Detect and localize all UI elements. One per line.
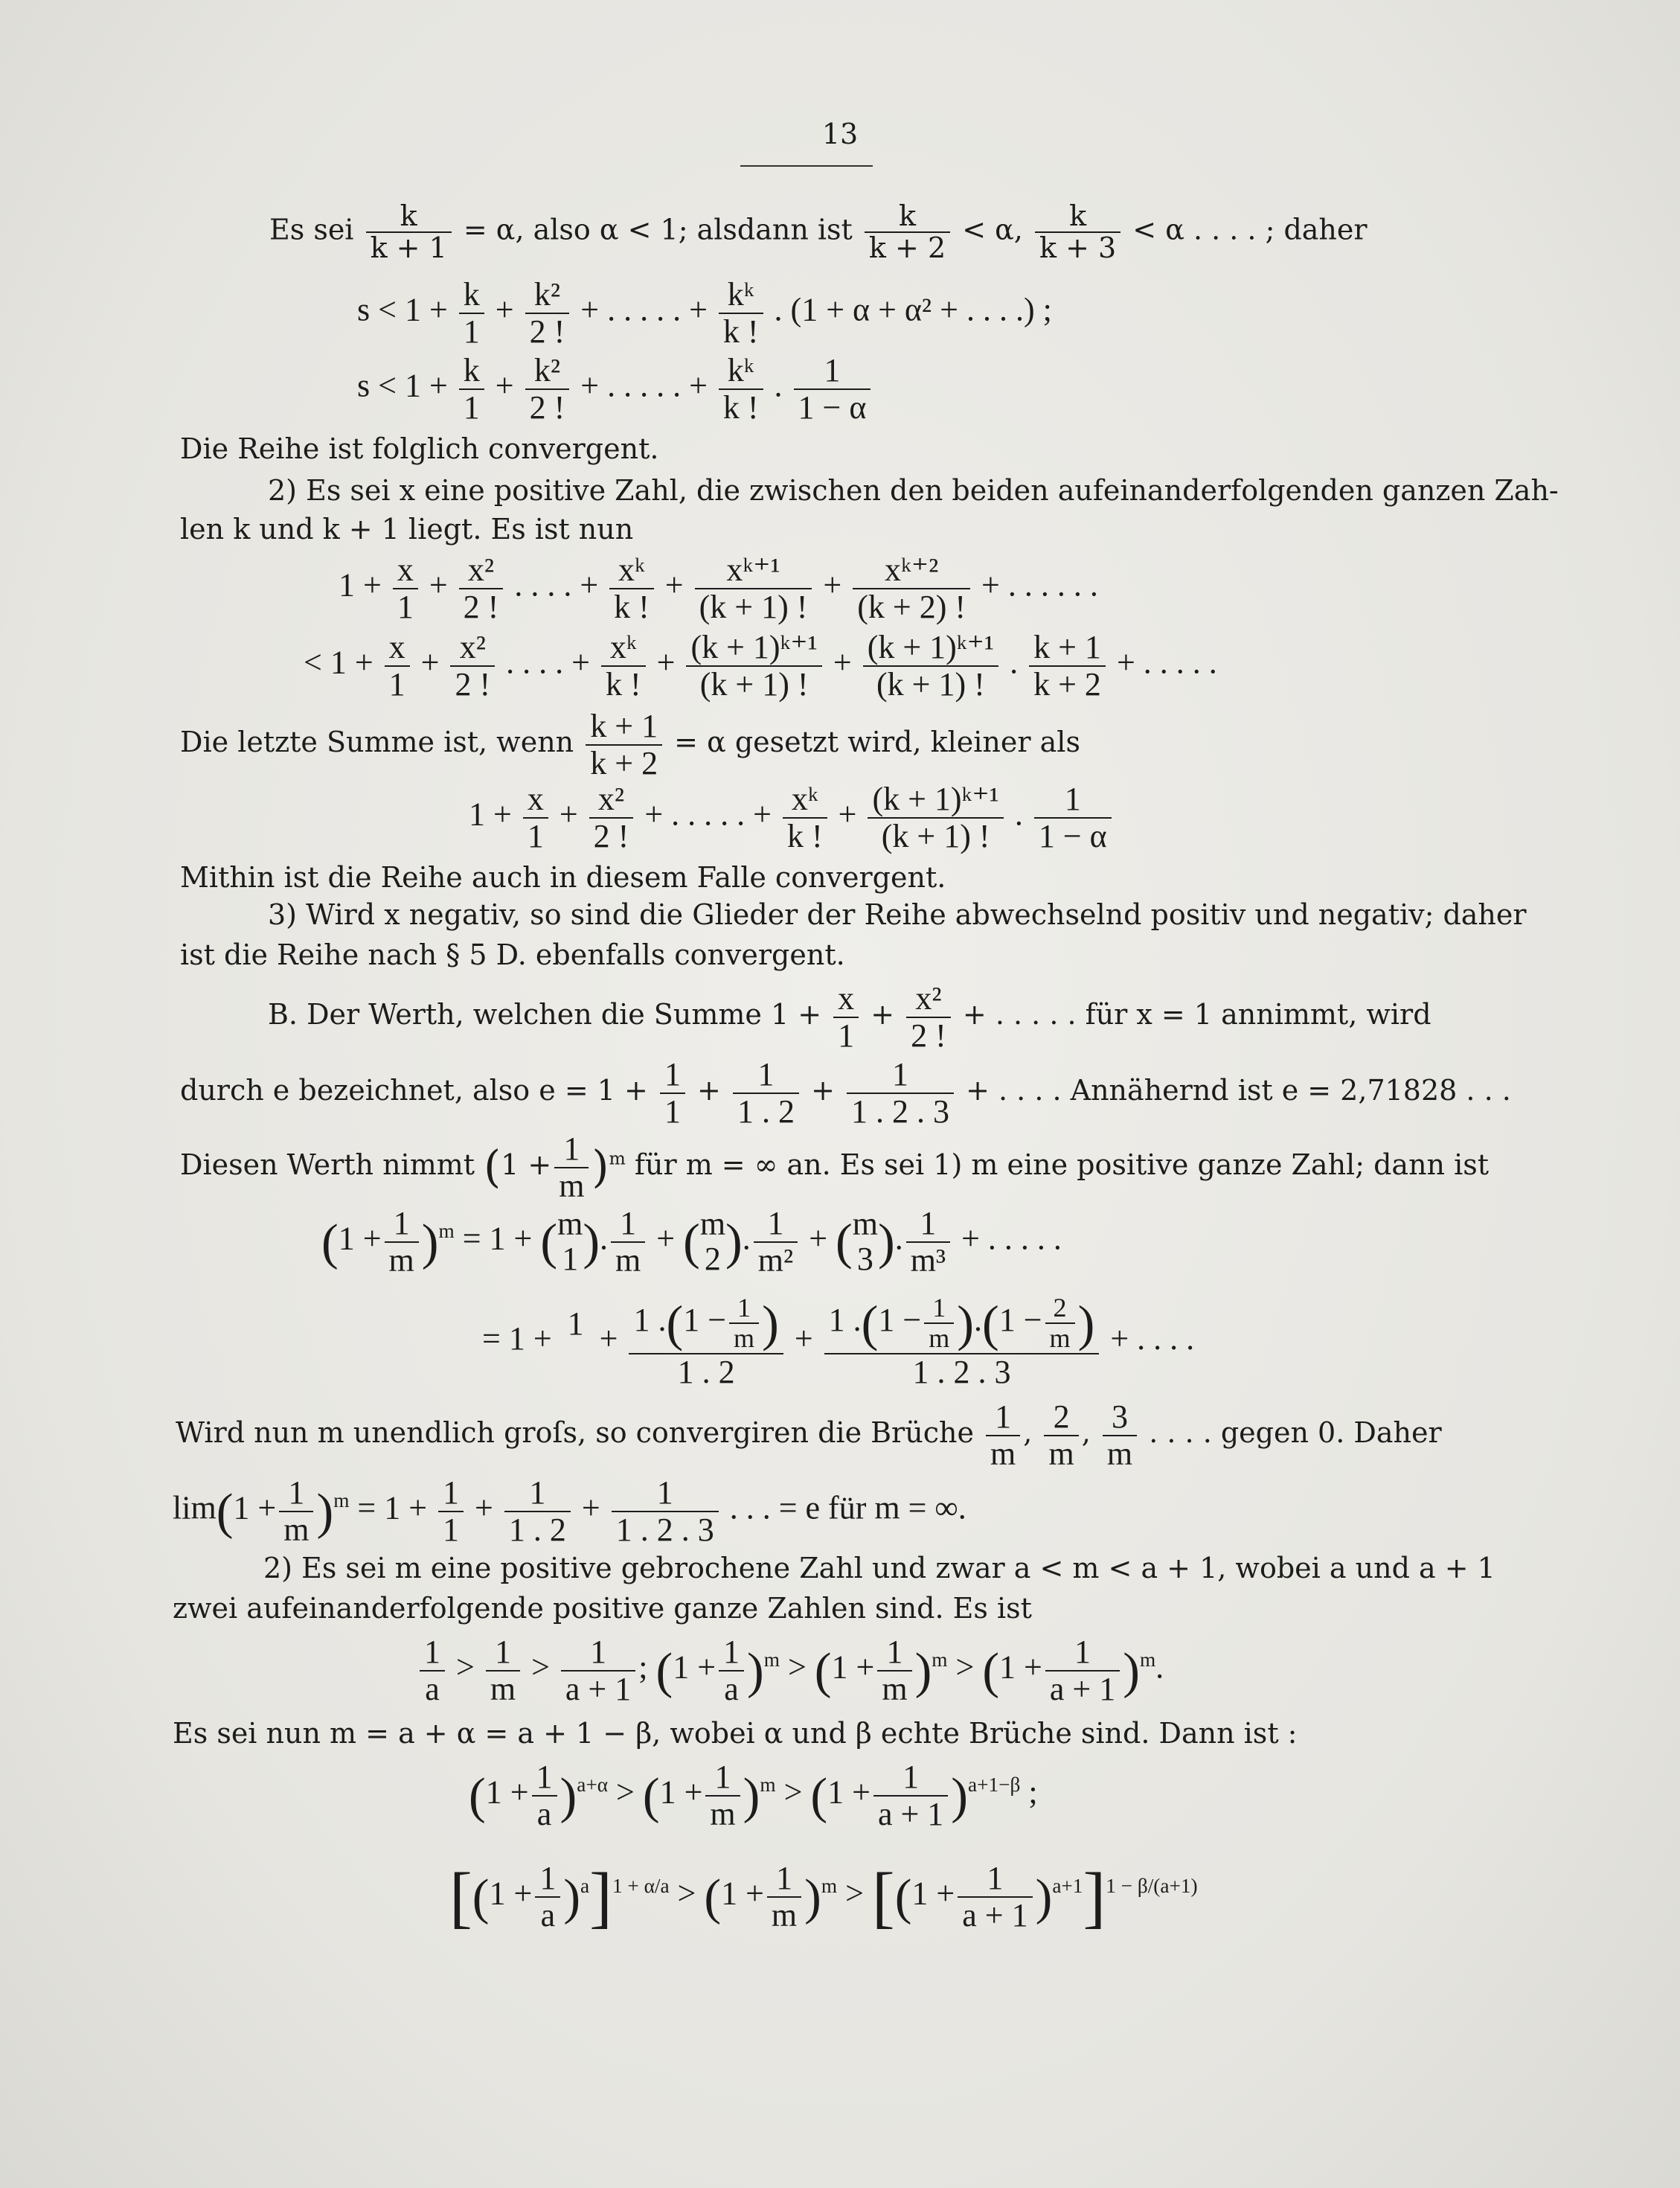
formula-line-26: [(1 + $\frac{1}{a}$ )$^a$]$^{1 + \alpha/a}$ > (1 + $\frac{1}{m}$ )$^m$ > [(1 + $\frac{1}{a + 1}$ )$^{a+1}$]$^{1 - \beta/(a+1)}$ — [449, 1858, 1198, 1935]
formula-line-3: s < 1 + $\frac{k}{1}$ + $\frac{\text{k²}}{2 !}$ + . . . . . + $\frac{\text{kᵏ}}{k !}$ . $\frac{1}{1 - \alpha}$ — [357, 353, 873, 425]
formula-line-18: = 1 + 1 + 1 .(1 − $\frac{1}{m}$ ) 1 . 2 + 1 .(1 − $\frac{1}{m}$ ).(1 − $\frac{2}{m}$ ) 1 . 2 . 3 + . . . . — [482, 1293, 1195, 1390]
formula-line-20: lim(1 + $\frac{1}{m}$ )$^m$ = 1 + $\frac{1}{1}$ + $\frac{1}{1 . 2}$ + $\frac{1}{1 . 2 . 3}$ . . . = e für m = ∞. — [173, 1474, 966, 1548]
formula-line-7: 1 + $\frac{x}{1}$ + $\frac{\text{x²}}{2 !}$ . . . . + $\frac{\text{xᵏ}}{k !}$ + $\frac{\text{xᵏ⁺¹}}{(k + 1) !}$ + $\frac{\text{xᵏ⁺²}}{(k + 2) !}$ + . . . . . . — [339, 551, 1098, 625]
line-1: Es sei $\frac{k}{k + 1}$ = α, also α < 1; alsdann ist $\frac{k}{k + 2}$ < α, $\frac{k}{k + 3}$ < α . . . . ; daher — [269, 199, 1368, 265]
text-line-12: 3) Wird x negativ, so sind die Glieder der Reihe abwechselnd positiv und negativ; daher — [268, 898, 1527, 931]
formula-line-8: < 1 + $\frac{x}{1}$ + $\frac{\text{x²}}{2 !}$ . . . . + $\frac{\text{xᵏ}}{k !}$ + $\frac{\text{(k + 1)ᵏ⁺¹}}{(k + 1) !}$ + $\frac{\text{(k + 1)ᵏ⁺¹}}{(k + 1) !}$ . $\frac{k + 1}{k + 2}$ + . . . . . — [304, 629, 1217, 703]
page-number: 13 — [821, 118, 859, 150]
text-line-19: Wird nun m unendlich groſs, so convergiren die Brüche $\frac{1}{m}$ , $\frac{2}{m}$ , $\frac{3}{m}$ . . . . gegen 0. Daher — [176, 1398, 1442, 1472]
formula-line-10: 1 + $\frac{x}{1}$ + $\frac{\text{x²}}{2 !}$ + . . . . . + $\frac{\text{xᵏ}}{k !}$ + $\frac{\text{(k + 1)ᵏ⁺¹}}{(k + 1) !}$ . $\frac{1}{1 - \alpha}$ — [469, 781, 1115, 854]
fraction: $\frac{k}{k + 1}$ — [366, 201, 452, 263]
fraction: $\frac{k}{k + 2}$ — [865, 201, 950, 263]
formula-line-25: (1 + $\frac{1}{a}$ )$^{a+\alpha}$ > (1 + $\frac{1}{m}$ )$^m$ > (1 + $\frac{1}{a + 1}$ )$^{a+1-\beta}$ ; — [469, 1759, 1038, 1832]
text-line-13: ist die Reihe nach § 5 D. ebenfalls convergent. — [180, 938, 845, 971]
fraction: $\frac{k}{k + 3}$ — [1035, 201, 1120, 263]
formula-line-2: s < 1 + $\frac{k}{1}$ + $\frac{\text{k²}}{2 !}$ + . . . . . + $\frac{\text{kᵏ}}{k !}$ . (1 + α + α² + . . . .) ; — [357, 276, 1052, 350]
text-line-5: 2) Es sei x eine positive Zahl, die zwischen den beiden aufeinanderfolgenden ganzen Zah- — [268, 474, 1559, 507]
text-line-14: B. Der Werth, welchen die Summe 1 + $\frac{x}{1}$ + $\frac{\text{x²}}{2 !}$ + . . . . . für x = 1 annimmt, wird — [268, 980, 1431, 1054]
text-line-16: Diesen Werth nimmt (1 + $\frac{1}{m}$ )$^m$ für m = ∞ an. Es sei 1) m eine positive ganze Zahl; dann ist — [180, 1130, 1490, 1204]
text-line-11: Mithin ist die Reihe auch in diesem Falle convergent. — [180, 861, 946, 894]
text-line-22: zwei aufeinanderfolgende positive ganze Zahlen sind. Es ist — [173, 1592, 1032, 1625]
text-line-21: 2) Es sei m eine positive gebrochene Zahl und zwar a < m < a + 1, wobei a und a + 1 — [263, 1552, 1495, 1584]
text-line-9: Die letzte Summe ist, wenn $\frac{k + 1}{k + 2}$ = α gesetzt wird, kleiner als — [180, 708, 1080, 781]
text-line-4: Die Reihe ist folglich convergent. — [180, 432, 659, 465]
header-rule — [740, 165, 873, 167]
text-line-15: durch e bezeichnet, also e = 1 + $\frac{1}{1}$ + $\frac{1}{1 . 2}$ + $\frac{1}{1 . 2 . 3}$ + . . . . Annähernd ist e = 2,71828 . . . — [180, 1056, 1511, 1130]
formula-line-17: (1 + $\frac{1}{m}$ )$^m$ = 1 + (m 1). $\frac{1}{m}$ + (m 2). $\frac{1}{\text{m²}}$ + (m 3). $\frac{1}{\text{m³}}$ + . . . . . — [321, 1205, 1062, 1279]
text-line-24: Es sei nun m = a + α = a + 1 − β, wobei α und β echte Brüche sind. Dann ist : — [173, 1717, 1298, 1750]
formula-line-23: $\frac{1}{a}$ > $\frac{1}{m}$ > $\frac{1}{a + 1}$ ; (1 + $\frac{1}{a}$ )$^m$ > (1 + $\frac{1}{m}$ )$^m$ > (1 + $\frac{1}{a + 1}$ )$^m$. — [417, 1634, 1164, 1706]
text-line-6: len k und k + 1 liegt. Es ist nun — [180, 513, 634, 546]
